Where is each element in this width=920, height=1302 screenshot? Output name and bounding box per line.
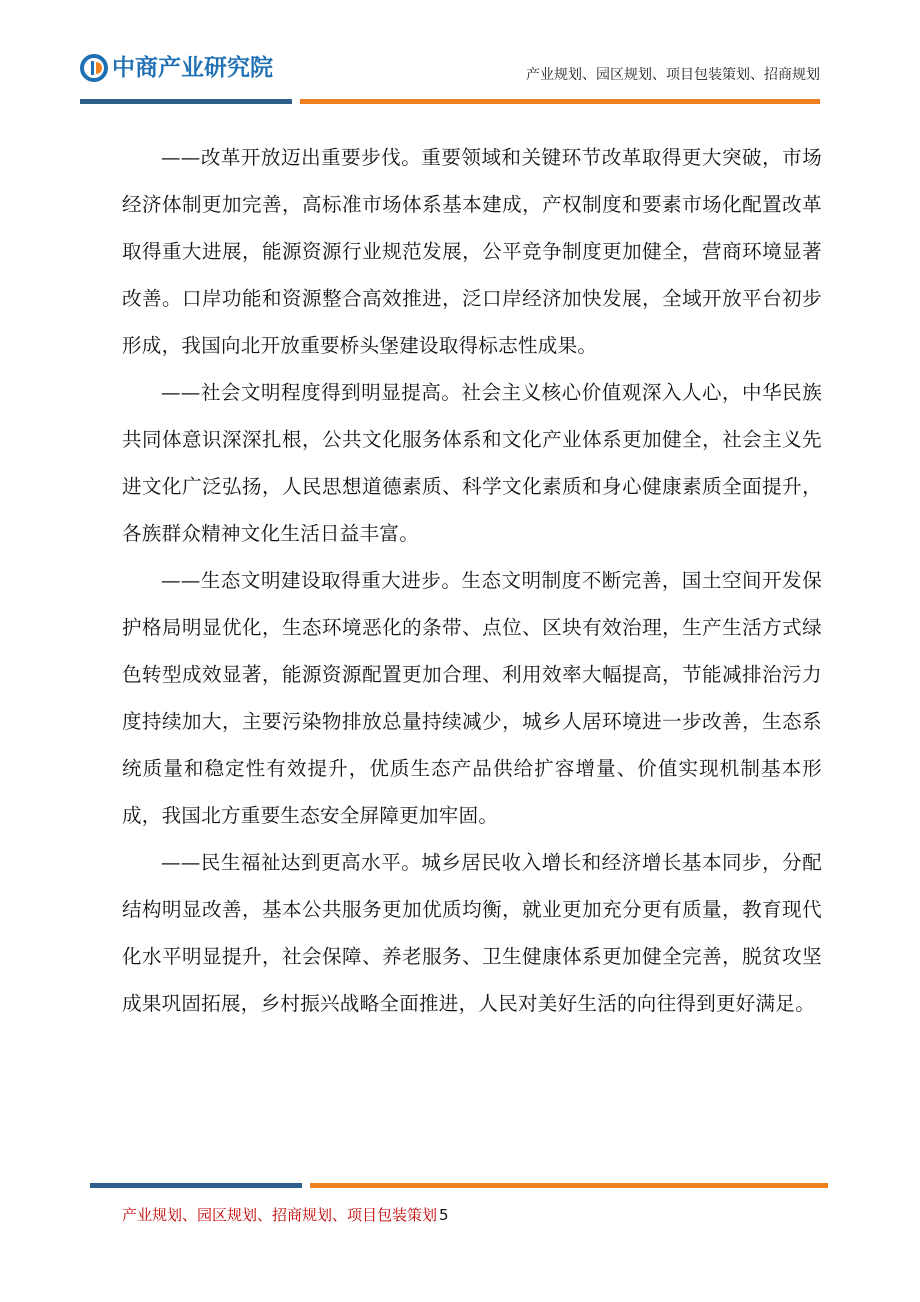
paragraph-livelihood: ——民生福祉达到更高水平。城乡居民收入增长和经济增长基本同步，分配结构明显改善，基本公共服务更加优质均衡，就业更加充分更有质量，教育现代化水平明显提升，社会保障、养老服务、卫生健康体系更加健全完善，脱贫攻坚成果巩固拓展，乡村振兴战略全面推进，人民对美好生活的向往得到更好满足。 [122,851,822,1015]
footer-rule-blue [90,1183,302,1188]
footer-rule-orange [310,1183,828,1188]
page-number: 5 [439,1206,449,1224]
paragraph-ecology: ——生态文明建设取得重大进步。生态文明制度不断完善，国土空间开发保护格局明显优化，生态环境恶化的条带、点位、区块有效治理，生产生活方式绿色转型成效显著，能源资源配置更加合理、利用效率大幅提高，节能减排治污力度持续加大，主要污染物排放总量持续减少，城乡人居环境进一步改善，生态系统质量和稳定性有效提升，优质生态产品供给扩容增量、价值实现机制基本形成，我国北方重要生态安全屏障更加牢固。 [122,569,822,827]
page-footer [122,1204,449,1225]
logo [80,54,273,82]
document-body [122,134,822,1027]
page-header [0,0,920,110]
footer-label: 产业规划、园区规划、招商规划、项目包装策划 [122,1206,438,1224]
logo-mark-icon [80,54,108,82]
header-rule-orange [300,99,820,104]
logo-text: 中商产业研究院 [112,55,273,81]
header-rule-blue [80,99,292,104]
header-tagline: 产业规划、园区规划、项目包装策划、招商规划 [526,67,820,83]
paragraph-civilization: ——社会文明程度得到明显提高。社会主义核心价值观深入人心，中华民族共同体意识深深扎根，公共文化服务体系和文化产业体系更加健全，社会主义先进文化广泛弘扬，人民思想道德素质、科学文化素质和身心健康素质全面提升，各族群众精神文化生活日益丰富。 [122,381,822,545]
paragraph-reform: ——改革开放迈出重要步伐。重要领域和关键环节改革取得更大突破，市场经济体制更加完善，高标准市场体系基本建成，产权制度和要素市场化配置改革取得重大进展，能源资源行业规范发展，公平竞争制度更加健全，营商环境显著改善。口岸功能和资源整合高效推进，泛口岸经济加快发展，全域开放平台初步形成，我国向北开放重要桥头堡建设取得标志性成果。 [122,146,822,357]
